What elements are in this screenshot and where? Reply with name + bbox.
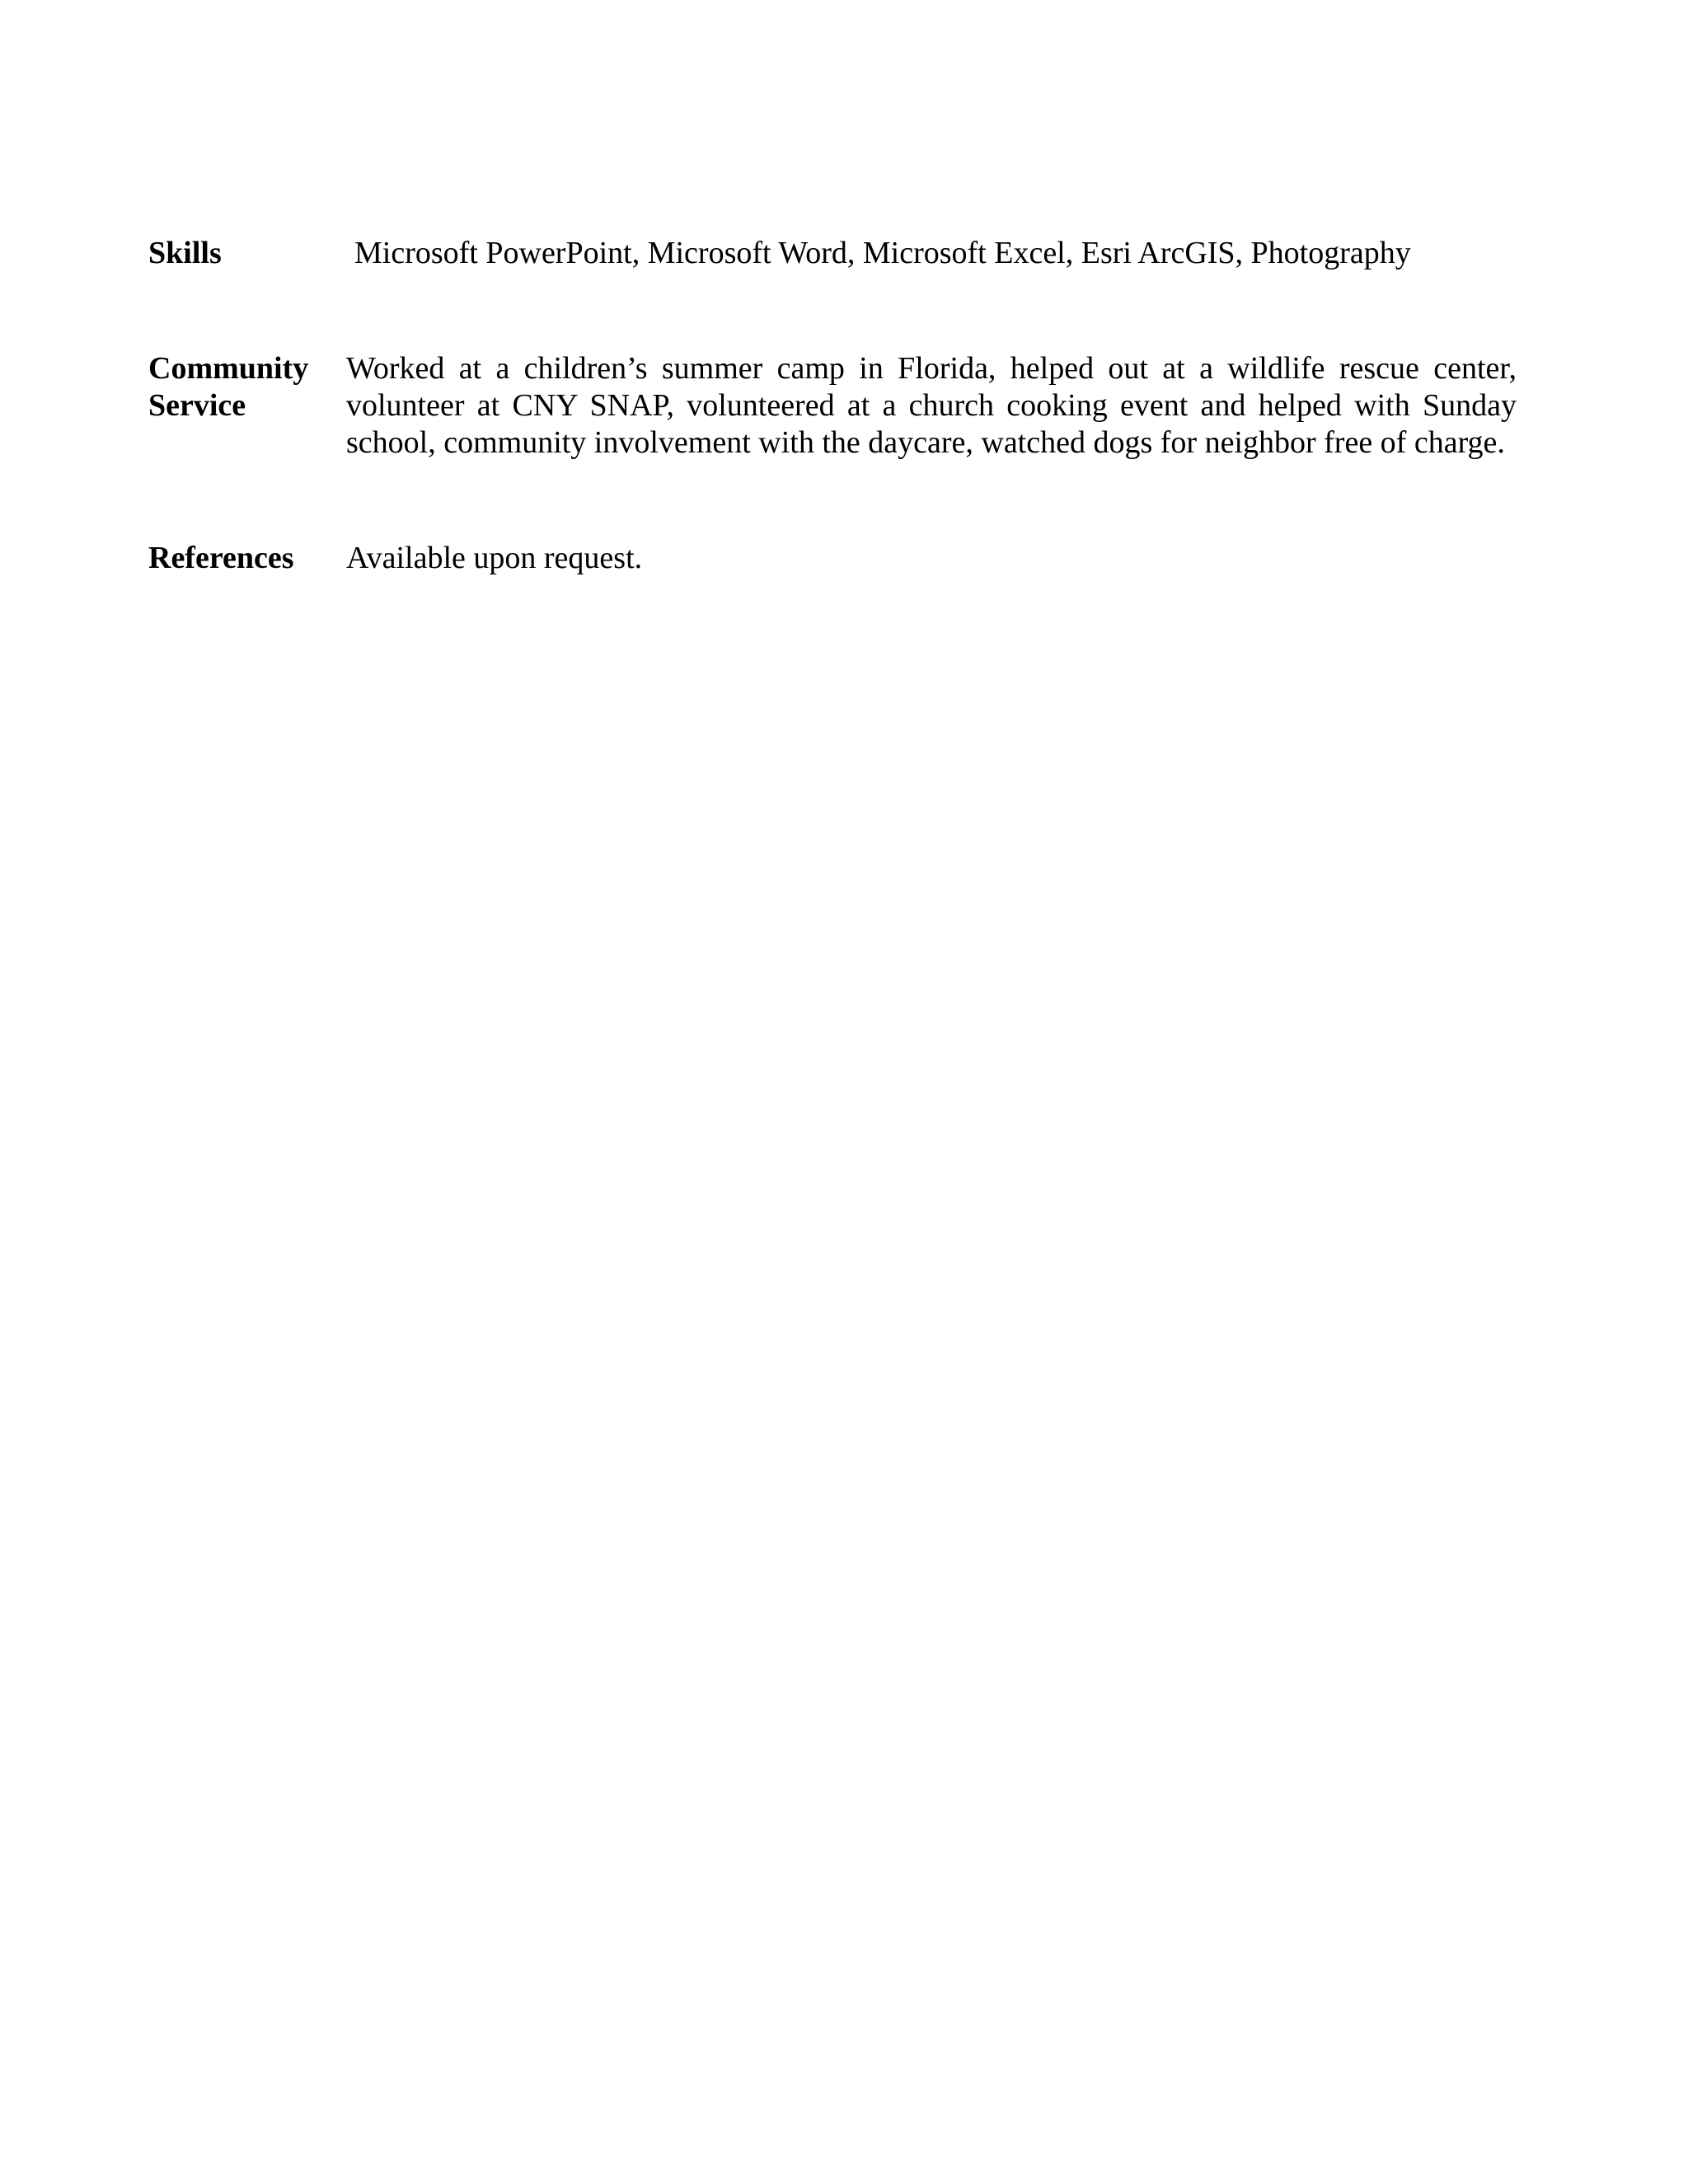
references-heading: References <box>148 541 294 575</box>
community-service-heading-line1: Community <box>148 351 309 386</box>
references-text: Available upon request. <box>346 541 643 575</box>
community-service-heading-line2: Service <box>148 388 246 423</box>
community-service-heading <box>148 350 338 424</box>
skills-text: Microsoft PowerPoint, Microsoft Word, Microsoft Excel, Esri ArcGIS, Photography <box>354 236 1411 270</box>
skills-heading: Skills <box>148 236 222 270</box>
community-service-text: Worked at a children’s summer camp in Florida, helped out at a wildlife rescue center, volunteer at CNY SNAP, volunteered at a church cooking event and helped with Sunday school, community involvement with the daycare, watched dogs for neighbor free of charge. <box>346 351 1517 460</box>
